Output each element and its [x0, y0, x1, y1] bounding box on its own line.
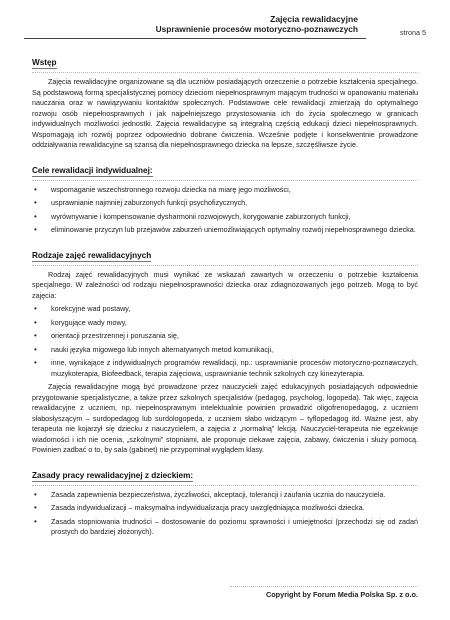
page-header — [24, 14, 426, 44]
list-item — [32, 345, 418, 356]
types-title: Rodzaje zajęć rewalidacyjnych — [32, 250, 152, 260]
bullet-icon: • — [34, 225, 37, 234]
rules-title: Zasady pracy rewalidacyjnej z dzieckiem: — [32, 470, 194, 480]
bullet-icon: • — [34, 503, 37, 512]
list-item-text: korygujące wady mowy, — [51, 317, 127, 327]
bullet-icon: • — [34, 358, 37, 367]
list-item-text: wyrównywanie i kompensowanie dysharmonii rozwojowych, korygowanie zaburzonych funkcji, — [51, 211, 351, 221]
list-item — [32, 331, 418, 342]
goals-list — [32, 185, 418, 236]
header-title: Zajęcia rewalidacyjne — [270, 14, 358, 24]
section-divider — [32, 72, 418, 73]
list-item — [32, 212, 418, 223]
list-item — [32, 490, 418, 501]
list-item-text: wspomaganie wszechstronnego rozwoju dziecka na miarę jego możliwości, — [51, 184, 291, 194]
types-outro-paragraph: Zajęcia rewalidacyjne mogą być prowadzone przez nauczycieli zajęć edukacyjnych posiadających odpowiednie przygotowanie specjalistyczne, a także przez szkolnych specjalistów (pedagog, psycholog, logopeda). Tak więc, zajęcia rewalidacyjne z uczniem, np. niepełnosprawnym intelektualnie powinien prowadzić oligofrenopedagog, z uczniem słabosłyszącym – surdopedagog lub surdologopeda, z uczniem słabo widzącym – tyflopedagog itd. Ważne jest, aby terapeuta nie kojarzył się dziecku z nauczycielem, a zajęcia z „normalną” lekcją. Nauczyciel-terapeuta nie egzekwuje wiadomości i ich nie ocenia, „szkolnymi” stopniami, ale proponuje ciekawe zajęcia, zabawy, ćwiczenia i służy pomocą. Powinien zadbać o to, by sala (gabinet) nie przypominał wyglądem klasy. — [32, 382, 418, 454]
types-list — [32, 304, 418, 379]
list-item-text: Zasada indywidualizacji – maksymalna indywidualizacja pracy uwzględniająca możliwości dziecka. — [51, 503, 365, 512]
list-item — [32, 318, 418, 329]
intro-paragraph: Zajęcia rewalidacyjne organizowane są dla uczniów posiadających orzeczenie o potrzebie kształcenia specjalnego. Są podstawową formą specjalistycznej pomocy dzieciom niepełnosprawnym mającym trudności w opanowaniu materiału nauczania oraz w nawiązywaniu kontaktów społecznych. Podstawowe cele rewalidacji zmierzają do optymalnego rozwoju osób niepełnosprawnych i jak najpełniejszego przystosowania ich do życia społecznego w granicach indywidualnych możliwości jednostki. Zajęcia rewalidacyjne są integralną częścią edukacji dzieci niepełnosprawnych. Wspomagają ich rozwój poprzez odpowiednio dobrane ćwiczenia. Wcześnie podjęte i konsekwentnie prowadzone oddziaływania rewalidacyjne są szansą dla niepełnosprawnego dziecka na lepsze, szczęśliwsze życie. — [32, 77, 418, 149]
bullet-icon: • — [34, 516, 37, 526]
list-item — [32, 185, 418, 196]
section-divider — [32, 265, 418, 266]
bullet-icon: • — [34, 211, 37, 221]
types-intro-paragraph: Rodzaj zajęć rewalidacyjnych musi wynikać ze wskazań zawartych w orzeczeniu o potrzebie kształcenia specjalnego. W zależności od rodzaju niepełnosprawności dziecka oraz zdiagnozowanych jego potrzeb. Mogą to być zajęcia: — [32, 269, 418, 300]
page-footer — [230, 586, 418, 599]
header-rule — [24, 38, 366, 39]
header-subtitle: Usprawnienie procesów motoryczno-poznawczych — [155, 24, 358, 34]
bullet-icon: • — [34, 331, 37, 340]
list-item-text: Zasada zapewnienia bezpieczeństwa, życzliwości, akceptacji, tolerancji i zaufania ucznia do nauczyciela. — [51, 489, 386, 499]
intro-section — [32, 52, 418, 151]
section-divider — [32, 485, 418, 486]
list-item-text: usprawnianie najmniej zaburzonych funkcji psychofizycznych, — [51, 198, 248, 207]
bullet-icon: • — [34, 344, 37, 354]
page-number: strona 5 — [400, 28, 426, 37]
list-item — [32, 503, 418, 514]
list-item — [32, 304, 418, 315]
list-item-text: eliminowanie przyczyn lub przejawów zaburzeń uniemożliwiających optymalny rozwój niepełnosprawnego dziecka. — [51, 225, 416, 234]
list-item — [32, 358, 418, 379]
bullet-icon: • — [34, 198, 37, 207]
list-item — [32, 198, 418, 209]
rules-list — [32, 490, 418, 538]
page-content — [32, 52, 418, 541]
bullet-icon: • — [34, 489, 37, 499]
copyright-text: Copyright by Forum Media Polska Sp. z o.o. — [265, 590, 418, 599]
rules-section — [32, 465, 418, 538]
list-item-text: nauki języka migowego lub innych alternatywnych metod komunikacji, — [51, 344, 274, 354]
types-section — [32, 245, 418, 456]
section-divider — [32, 180, 418, 181]
list-item — [32, 225, 418, 236]
list-item-text: inne, wynikające z indywidualnych programów rewalidacji, np.: usprawnianie procesów motoryczno-poznawczych, muzykoterapia, Biofeedback, terapia zajęciowa, usprawnianie technik szkolnych czy kinezyterapia. — [51, 358, 418, 378]
bullet-icon: • — [34, 184, 37, 194]
footer-divider — [230, 586, 418, 587]
header-titles — [156, 14, 358, 34]
list-item-text: Zasada stopniowania trudności – dostosowanie do poziomu sprawności i umiejętności (przechodzi się od zadań prostych do bardziej złożonych). — [51, 516, 418, 536]
bullet-icon: • — [34, 304, 37, 313]
list-item-text: orientacji przestrzennej i poruszania się, — [51, 331, 179, 340]
goals-section — [32, 160, 418, 236]
list-item — [32, 517, 418, 538]
bullet-icon: • — [34, 317, 37, 327]
goals-title: Cele rewalidacji indywidualnej: — [32, 165, 153, 175]
list-item-text: korekcyjne wad postawy, — [51, 304, 131, 313]
intro-title: Wstęp — [32, 58, 57, 67]
